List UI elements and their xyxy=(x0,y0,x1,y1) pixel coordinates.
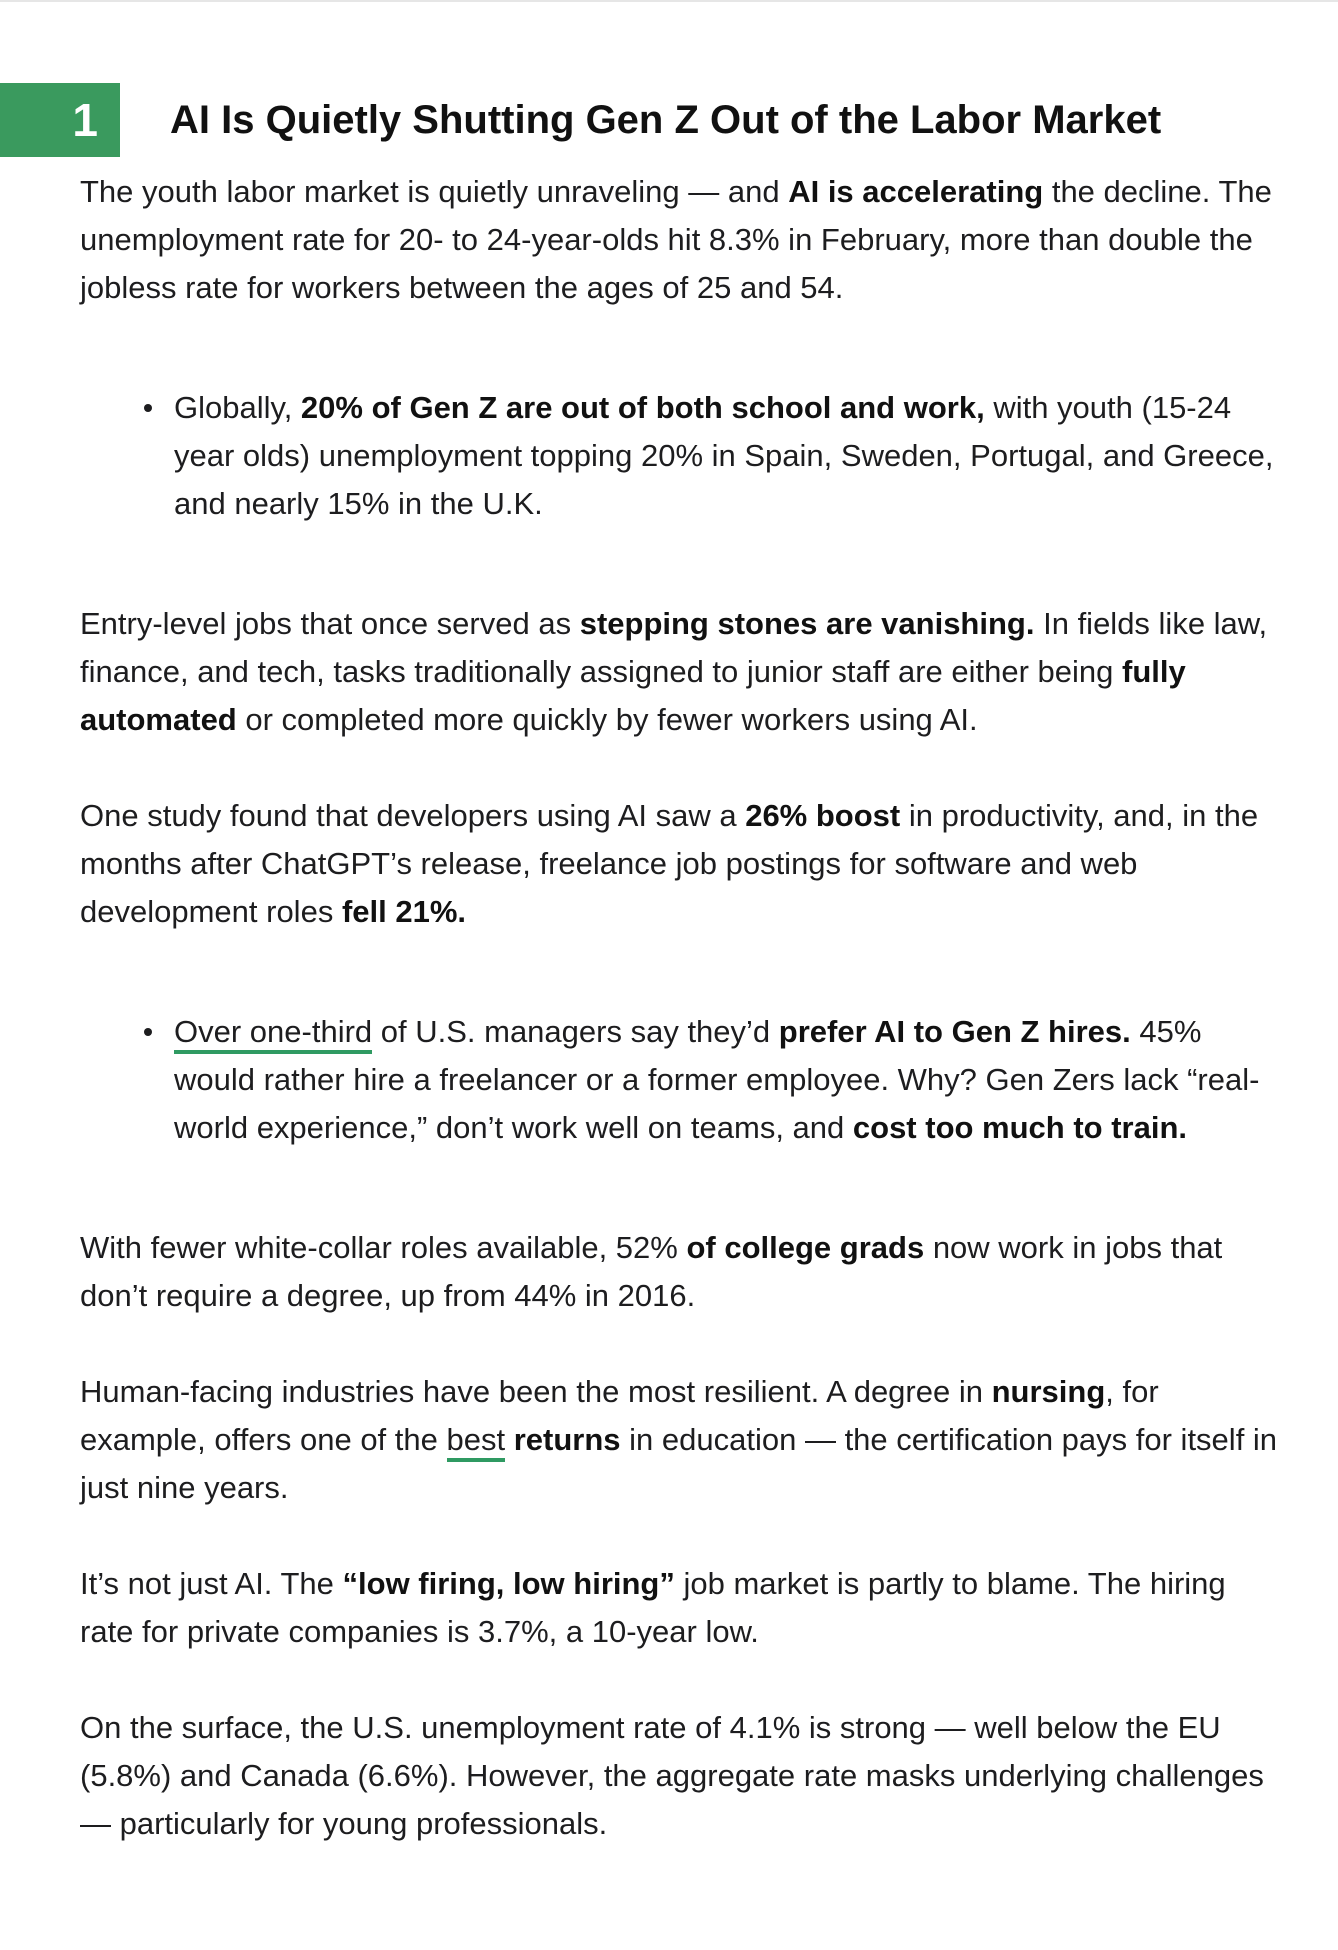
article-body xyxy=(80,168,1280,1848)
top-divider xyxy=(0,0,1338,2)
list-item: Globally, 20% of Gen Z are out of both school and work, with youth (15-24 year olds) unemployment topping 20% in Spain, Sweden, Portugal, and Greece, and nearly 15% in the U.K. xyxy=(174,384,1280,528)
bullet-list-global xyxy=(80,384,1280,528)
paragraph-developer-study: One study found that developers using AI saw a 26% boost in productivity, and, in the months after ChatGPT’s release, freelance job postings for software and web development roles fell 21%. xyxy=(80,798,1259,929)
paragraph-youth-labor: The youth labor market is quietly unraveling — and AI is accelerating the decline. The unemployment rate for 20- to 24-year-olds hit 8.3% in February, more than double the jobless rate for workers between the ages of 25 and 54. xyxy=(80,174,1272,305)
section-title: AI Is Quietly Shutting Gen Z Out of the Labor Market xyxy=(170,98,1162,142)
paragraph-nursing: Human-facing industries have been the most resilient. A degree in nursing, for example, offers one of the best returns in education — the certification pays for itself in just nine years. xyxy=(80,1374,1278,1505)
section-number-badge: 1 xyxy=(0,83,120,157)
paragraph-college-grads: With fewer white-collar roles available, 52% of college grads now work in jobs that don’t require a degree, up from 44% in 2016. xyxy=(80,1230,1223,1313)
paragraph-unemployment-rate: On the surface, the U.S. unemployment rate of 4.1% is strong — well below the EU (5.8%) and Canada (6.6%). However, the aggregate rate masks underlying challenges — particularly for young professionals. xyxy=(80,1710,1264,1841)
paragraph-entry-level: Entry-level jobs that once served as stepping stones are vanishing. In fields like law, finance, and tech, tasks traditionally assigned to junior staff are either being fully automated or completed more quickly by fewer workers using AI. xyxy=(80,606,1268,737)
section-header xyxy=(0,83,1338,157)
over-one-third-link[interactable]: Over one-third xyxy=(174,1014,372,1054)
bullet-list-managers xyxy=(80,1008,1280,1152)
list-item: Over one-third of U.S. managers say they’d prefer AI to Gen Z hires. 45% would rather hire a freelancer or a former employee. Why? Gen Zers lack “real-world experience,” don’t work well on teams, and cost too much to train. xyxy=(174,1008,1280,1152)
best-returns-link[interactable]: best xyxy=(447,1422,506,1462)
paragraph-low-hiring: It’s not just AI. The “low firing, low hiring” job market is partly to blame. The hiring rate for private companies is 3.7%, a 10-year low. xyxy=(80,1566,1226,1649)
